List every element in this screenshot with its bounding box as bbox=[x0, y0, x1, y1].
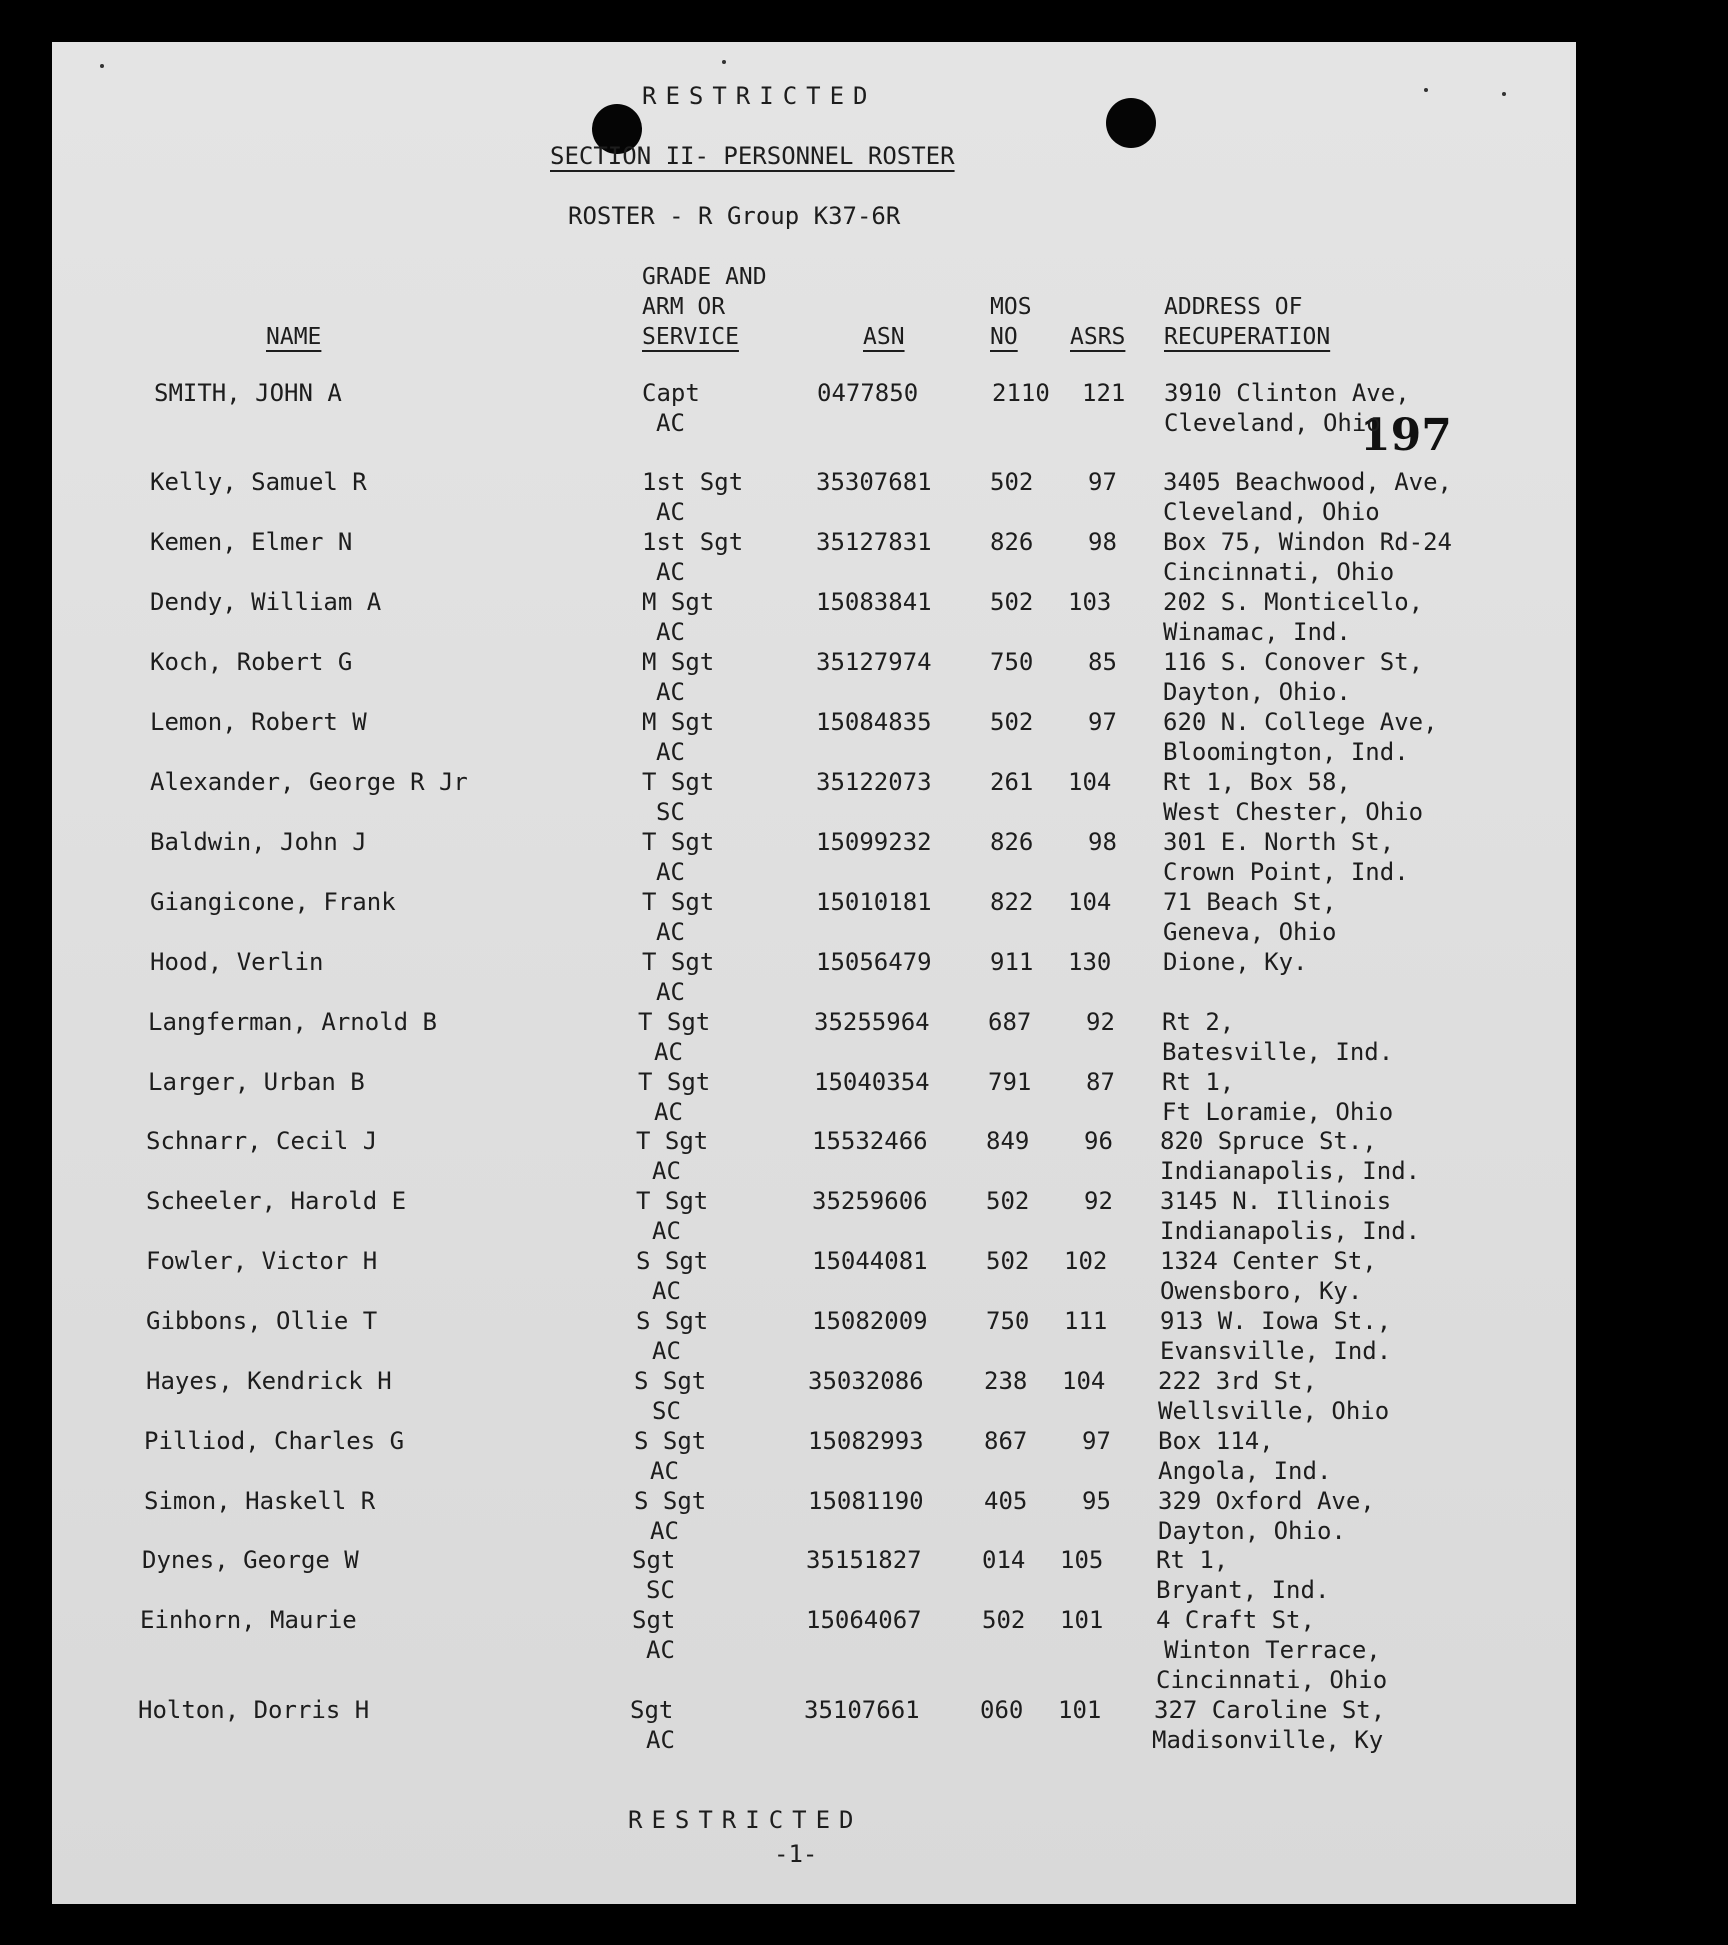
restricted-footer: RESTRICTED bbox=[628, 1806, 863, 1834]
arm-service: AC bbox=[654, 1098, 683, 1126]
mos-no: 826 bbox=[990, 528, 1034, 556]
asrs: 92 bbox=[1086, 1008, 1115, 1036]
person-name: Pilliod, Charles G bbox=[144, 1427, 405, 1455]
arm-service: AC bbox=[656, 558, 685, 586]
grade: T Sgt bbox=[642, 888, 715, 916]
asn: 15084835 bbox=[816, 708, 932, 736]
address-line1: Box 75, Windon Rd-24 bbox=[1163, 528, 1452, 556]
speck bbox=[722, 60, 726, 64]
asrs: 105 bbox=[1060, 1546, 1104, 1574]
address-line1: Box 114, bbox=[1158, 1427, 1274, 1455]
address-line2: West Chester, Ohio bbox=[1163, 798, 1424, 826]
asn: 15056479 bbox=[816, 948, 932, 976]
address-line2: Indianapolis, Ind. bbox=[1160, 1217, 1421, 1245]
mos-no: 911 bbox=[990, 948, 1034, 976]
roster-row bbox=[52, 1246, 1576, 1306]
col-mos-line1: MOS bbox=[990, 294, 1032, 320]
address-line2: Owensboro, Ky. bbox=[1160, 1277, 1363, 1305]
speck bbox=[1424, 88, 1428, 92]
asrs: 104 bbox=[1068, 888, 1112, 916]
mos-no: 849 bbox=[986, 1127, 1030, 1155]
col-address-line1: ADDRESS OF bbox=[1164, 294, 1303, 320]
asn: 35032086 bbox=[808, 1367, 924, 1395]
person-name: Gibbons, Ollie T bbox=[146, 1307, 378, 1335]
asrs: 130 bbox=[1068, 948, 1112, 976]
roster-title: ROSTER - R Group K37-6R bbox=[568, 202, 901, 230]
address-line1: Dione, Ky. bbox=[1163, 948, 1308, 976]
asrs: 98 bbox=[1088, 828, 1117, 856]
mos-no: 261 bbox=[990, 768, 1034, 796]
asrs: 87 bbox=[1086, 1068, 1115, 1096]
asrs: 101 bbox=[1058, 1696, 1102, 1724]
arm-service: AC bbox=[652, 1217, 681, 1245]
restricted-header: RESTRICTED bbox=[642, 82, 877, 110]
roster-row bbox=[52, 767, 1576, 827]
arm-service: AC bbox=[656, 618, 685, 646]
asrs: 97 bbox=[1082, 1427, 1111, 1455]
asn: 15532466 bbox=[812, 1127, 928, 1155]
arm-service: AC bbox=[652, 1157, 681, 1185]
address-line1: 71 Beach St, bbox=[1163, 888, 1337, 916]
asrs: 111 bbox=[1064, 1307, 1108, 1335]
person-name: Dendy, William A bbox=[150, 588, 382, 616]
address-line2: Madisonville, Ky bbox=[1152, 1726, 1384, 1754]
arm-service: SC bbox=[656, 798, 685, 826]
roster-row bbox=[52, 587, 1576, 647]
grade: S Sgt bbox=[634, 1367, 707, 1395]
address-line2: Dayton, Ohio. bbox=[1163, 678, 1351, 706]
roster-row bbox=[52, 1366, 1576, 1426]
grade: M Sgt bbox=[642, 648, 715, 676]
address-line2: Crown Point, Ind. bbox=[1163, 858, 1409, 886]
mos-no: 405 bbox=[984, 1487, 1028, 1515]
mos-no: 502 bbox=[990, 588, 1034, 616]
person-name: Simon, Haskell R bbox=[144, 1487, 376, 1515]
arm-service: SC bbox=[646, 1576, 675, 1604]
roster-row bbox=[52, 1306, 1576, 1366]
grade: S Sgt bbox=[634, 1487, 707, 1515]
address-line2: Winamac, Ind. bbox=[1163, 618, 1351, 646]
person-name: Holton, Dorris H bbox=[138, 1696, 370, 1724]
asrs: 102 bbox=[1064, 1247, 1108, 1275]
col-mos-line2: NO bbox=[990, 324, 1018, 350]
asrs: 104 bbox=[1068, 768, 1112, 796]
grade: S Sgt bbox=[634, 1427, 707, 1455]
address-line1: 1324 Center St, bbox=[1160, 1247, 1377, 1275]
roster-row bbox=[52, 1605, 1576, 1695]
grade: Capt bbox=[642, 379, 700, 407]
asn: 15082993 bbox=[808, 1427, 924, 1455]
address-line1: 116 S. Conover St, bbox=[1163, 648, 1424, 676]
arm-service: AC bbox=[656, 918, 685, 946]
mos-no: 502 bbox=[982, 1606, 1026, 1634]
col-asrs: ASRS bbox=[1070, 324, 1126, 350]
grade: S Sgt bbox=[636, 1307, 709, 1335]
arm-service: AC bbox=[656, 498, 685, 526]
address-line2: Cleveland, Ohio bbox=[1164, 409, 1381, 437]
page-stamp-number: 197 bbox=[1360, 410, 1452, 461]
mos-no: 867 bbox=[984, 1427, 1028, 1455]
address-line2: Bloomington, Ind. bbox=[1163, 738, 1409, 766]
person-name: Hood, Verlin bbox=[150, 948, 324, 976]
arm-service: AC bbox=[650, 1457, 679, 1485]
address-line1: 4 Craft St, bbox=[1156, 1606, 1315, 1634]
grade: S Sgt bbox=[636, 1247, 709, 1275]
arm-service: AC bbox=[646, 1726, 675, 1754]
asn: 35259606 bbox=[812, 1187, 928, 1215]
arm-service: AC bbox=[652, 1277, 681, 1305]
address-line2: Indianapolis, Ind. bbox=[1160, 1157, 1421, 1185]
grade: T Sgt bbox=[642, 768, 715, 796]
asrs: 104 bbox=[1062, 1367, 1106, 1395]
roster-row bbox=[52, 1486, 1576, 1546]
grade: 1st Sgt bbox=[642, 468, 744, 496]
asn: 15082009 bbox=[812, 1307, 928, 1335]
asrs: 103 bbox=[1068, 588, 1112, 616]
document-page bbox=[52, 42, 1576, 1904]
grade: T Sgt bbox=[636, 1187, 709, 1215]
person-name: Lemon, Robert W bbox=[150, 708, 367, 736]
person-name: Kemen, Elmer N bbox=[150, 528, 353, 556]
person-name: Koch, Robert G bbox=[150, 648, 353, 676]
address-line3: Cincinnati, Ohio bbox=[1156, 1666, 1388, 1694]
grade: T Sgt bbox=[638, 1068, 711, 1096]
grade: T Sgt bbox=[638, 1008, 711, 1036]
address-line1: Rt 1, bbox=[1156, 1546, 1229, 1574]
page-number: -1- bbox=[774, 1840, 818, 1868]
address-line2: Dayton, Ohio. bbox=[1158, 1517, 1346, 1545]
asrs: 101 bbox=[1060, 1606, 1104, 1634]
mos-no: 502 bbox=[986, 1247, 1030, 1275]
mos-no: 791 bbox=[988, 1068, 1032, 1096]
asn: 0477850 bbox=[817, 379, 919, 407]
roster-row bbox=[52, 527, 1576, 587]
roster-row bbox=[52, 1126, 1576, 1186]
address-line2: Ft Loramie, Ohio bbox=[1162, 1098, 1394, 1126]
address-line1: 820 Spruce St., bbox=[1160, 1127, 1377, 1155]
roster-row bbox=[52, 707, 1576, 767]
grade: 1st Sgt bbox=[642, 528, 744, 556]
grade: M Sgt bbox=[642, 708, 715, 736]
person-name: Alexander, George R Jr bbox=[150, 768, 468, 796]
roster-row bbox=[52, 1186, 1576, 1246]
roster-row bbox=[52, 378, 1576, 438]
asrs: 95 bbox=[1082, 1487, 1111, 1515]
arm-service: AC bbox=[656, 978, 685, 1006]
grade: T Sgt bbox=[642, 948, 715, 976]
asn: 15081190 bbox=[808, 1487, 924, 1515]
person-name: Scheeler, Harold E bbox=[146, 1187, 407, 1215]
punch-hole bbox=[1106, 98, 1156, 148]
mos-no: 822 bbox=[990, 888, 1034, 916]
asn: 35127974 bbox=[816, 648, 932, 676]
person-name: Dynes, George W bbox=[142, 1546, 359, 1574]
asn: 35127831 bbox=[816, 528, 932, 556]
address-line2: Evansville, Ind. bbox=[1160, 1337, 1392, 1365]
grade: Sgt bbox=[632, 1606, 676, 1634]
address-line2: Angola, Ind. bbox=[1158, 1457, 1332, 1485]
mos-no: 750 bbox=[986, 1307, 1030, 1335]
address-line2: Geneva, Ohio bbox=[1163, 918, 1337, 946]
mos-no: 502 bbox=[990, 468, 1034, 496]
address-line2: Bryant, Ind. bbox=[1156, 1576, 1330, 1604]
address-line1: 3405 Beachwood, Ave, bbox=[1163, 468, 1452, 496]
mos-no: 2110 bbox=[992, 379, 1050, 407]
address-line1: 327 Caroline St, bbox=[1154, 1696, 1386, 1724]
roster-row bbox=[52, 467, 1576, 527]
asn: 35107661 bbox=[804, 1696, 920, 1724]
asn: 15040354 bbox=[814, 1068, 930, 1096]
asn: 15099232 bbox=[816, 828, 932, 856]
grade: Sgt bbox=[630, 1696, 674, 1724]
address-line1: 301 E. North St, bbox=[1163, 828, 1395, 856]
col-name: NAME bbox=[266, 324, 322, 350]
asn: 35122073 bbox=[816, 768, 932, 796]
address-line2: Batesville, Ind. bbox=[1162, 1038, 1394, 1066]
arm-service: AC bbox=[654, 1038, 683, 1066]
grade: T Sgt bbox=[636, 1127, 709, 1155]
mos-no: 687 bbox=[988, 1008, 1032, 1036]
address-line2: Cleveland, Ohio bbox=[1163, 498, 1380, 526]
roster-row bbox=[52, 1545, 1576, 1605]
address-line1: 620 N. College Ave, bbox=[1163, 708, 1438, 736]
person-name: SMITH, JOHN A bbox=[154, 379, 342, 407]
arm-service: AC bbox=[650, 1517, 679, 1545]
roster-row bbox=[52, 887, 1576, 947]
arm-service: AC bbox=[652, 1337, 681, 1365]
person-name: Hayes, Kendrick H bbox=[146, 1367, 392, 1395]
arm-service: AC bbox=[646, 1636, 675, 1664]
grade: T Sgt bbox=[642, 828, 715, 856]
arm-service: AC bbox=[656, 678, 685, 706]
grade: M Sgt bbox=[642, 588, 715, 616]
person-name: Fowler, Victor H bbox=[146, 1247, 378, 1275]
col-address-line2: RECUPERATION bbox=[1164, 324, 1331, 350]
asn: 15044081 bbox=[812, 1247, 928, 1275]
col-asn: ASN bbox=[863, 324, 905, 350]
asrs: 121 bbox=[1082, 379, 1126, 407]
mos-no: 750 bbox=[990, 648, 1034, 676]
col-grade-line2: ARM OR bbox=[642, 294, 726, 320]
address-line2: Wellsville, Ohio bbox=[1158, 1397, 1390, 1425]
asrs: 98 bbox=[1088, 528, 1117, 556]
mos-no: 014 bbox=[982, 1546, 1026, 1574]
asn: 35151827 bbox=[806, 1546, 922, 1574]
address-line1: 913 W. Iowa St., bbox=[1160, 1307, 1392, 1335]
roster-row bbox=[52, 647, 1576, 707]
asrs: 97 bbox=[1088, 468, 1117, 496]
col-grade-line3: SERVICE bbox=[642, 324, 739, 350]
roster-row bbox=[52, 1007, 1576, 1067]
address-line1: Rt 1, Box 58, bbox=[1163, 768, 1351, 796]
person-name: Kelly, Samuel R bbox=[150, 468, 367, 496]
address-line2: Winton Terrace, bbox=[1164, 1636, 1381, 1664]
address-line1: Rt 2, bbox=[1162, 1008, 1235, 1036]
person-name: Schnarr, Cecil J bbox=[146, 1127, 378, 1155]
col-grade-line1: GRADE AND bbox=[642, 264, 767, 290]
section-title: SECTION II- PERSONNEL ROSTER bbox=[550, 142, 955, 170]
address-line2: Cincinnati, Ohio bbox=[1163, 558, 1395, 586]
roster-row bbox=[52, 1426, 1576, 1486]
person-name: Einhorn, Maurie bbox=[140, 1606, 357, 1634]
asn: 15010181 bbox=[816, 888, 932, 916]
person-name: Baldwin, John J bbox=[150, 828, 367, 856]
arm-service: AC bbox=[656, 409, 685, 437]
address-line1: 329 Oxford Ave, bbox=[1158, 1487, 1375, 1515]
asn: 35255964 bbox=[814, 1008, 930, 1036]
asrs: 85 bbox=[1088, 648, 1117, 676]
asrs: 97 bbox=[1088, 708, 1117, 736]
asrs: 92 bbox=[1084, 1187, 1113, 1215]
asn: 35307681 bbox=[816, 468, 932, 496]
address-line1: 202 S. Monticello, bbox=[1163, 588, 1424, 616]
arm-service: AC bbox=[656, 738, 685, 766]
roster-row bbox=[52, 947, 1576, 1007]
speck bbox=[1502, 92, 1506, 96]
mos-no: 502 bbox=[990, 708, 1034, 736]
roster-row bbox=[52, 1067, 1576, 1127]
address-line1: 3910 Clinton Ave, bbox=[1164, 379, 1410, 407]
address-line1: 3145 N. Illinois bbox=[1160, 1187, 1392, 1215]
arm-service: AC bbox=[656, 858, 685, 886]
mos-no: 502 bbox=[986, 1187, 1030, 1215]
arm-service: SC bbox=[652, 1397, 681, 1425]
roster-row bbox=[52, 827, 1576, 887]
address-line1: Rt 1, bbox=[1162, 1068, 1235, 1096]
address-line1: 222 3rd St, bbox=[1158, 1367, 1317, 1395]
person-name: Larger, Urban B bbox=[148, 1068, 365, 1096]
asn: 15083841 bbox=[816, 588, 932, 616]
mos-no: 060 bbox=[980, 1696, 1024, 1724]
mos-no: 238 bbox=[984, 1367, 1028, 1395]
grade: Sgt bbox=[632, 1546, 676, 1574]
asn: 15064067 bbox=[806, 1606, 922, 1634]
mos-no: 826 bbox=[990, 828, 1034, 856]
roster-row bbox=[52, 1695, 1576, 1755]
person-name: Giangicone, Frank bbox=[150, 888, 396, 916]
speck bbox=[100, 64, 104, 68]
asrs: 96 bbox=[1084, 1127, 1113, 1155]
person-name: Langferman, Arnold B bbox=[148, 1008, 437, 1036]
